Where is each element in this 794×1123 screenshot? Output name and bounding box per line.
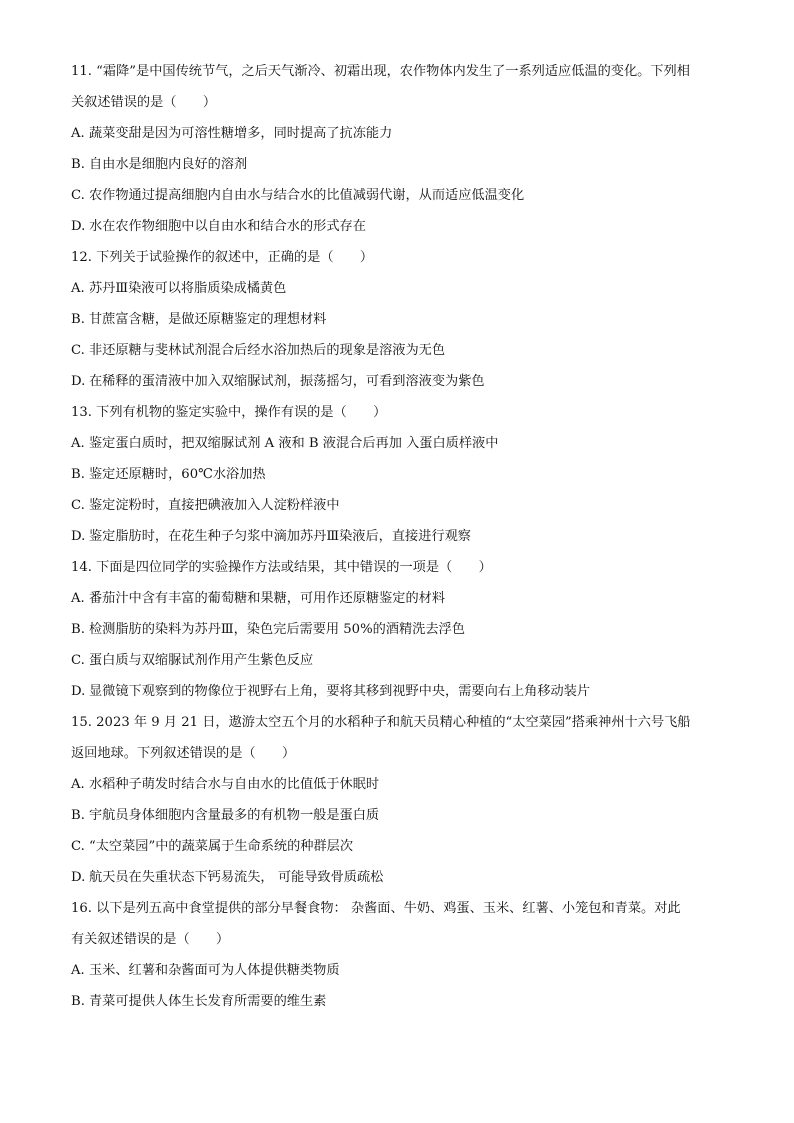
question-stem-line: 返回地球。下列叙述错误的是（ ）	[71, 746, 296, 761]
option-letter: D.	[71, 219, 86, 234]
question-stem	[71, 558, 731, 578]
question-stem-line: 16. 以下是列五高中食堂提供的部分早餐食物： 杂酱面、牛奶、鸡蛋、玉米、红薯、小笼包和青菜。对此	[71, 901, 681, 916]
option-text: 宇航员身体细胞内含量最多的有机物一般是蛋白质	[89, 808, 380, 823]
option-d	[71, 682, 731, 702]
question-stem	[71, 899, 731, 950]
option-letter: A.	[71, 126, 85, 141]
option-b	[71, 155, 731, 175]
option-text: 农作物通过提高细胞内自由水与结合水的比值减弱代谢，从而适应低温变化	[89, 188, 525, 203]
option-text: 鉴定还原糖时，60℃水浴加热	[89, 467, 266, 482]
option-letter: C.	[71, 839, 85, 854]
question-stem	[71, 62, 731, 113]
option-letter: B.	[71, 622, 85, 637]
option-text: 航天员在失重状态下钙易流失， 可能导致骨质疏松	[89, 870, 384, 885]
option-a	[71, 589, 731, 609]
option-c	[71, 341, 731, 361]
option-c	[71, 837, 731, 857]
option-b	[71, 620, 731, 640]
option-letter: A.	[71, 591, 85, 606]
option-b	[71, 465, 731, 485]
question-16	[71, 899, 731, 1012]
option-letter: C.	[71, 343, 85, 358]
option-b	[71, 992, 731, 1012]
option-text: 青菜可提供人体生长发育所需要的维生素	[89, 994, 327, 1009]
option-letter: D.	[71, 684, 86, 699]
option-a	[71, 279, 731, 299]
option-b	[71, 806, 731, 826]
option-text: 蛋白质与双缩脲试剂作用产生紫色反应	[89, 653, 314, 668]
question-stem-line: 12. 下列关于试验操作的叙述中，正确的是（ ）	[71, 250, 374, 265]
option-d	[71, 868, 731, 888]
option-text: 蔬菜变甜是因为可溶性糖增多，同时提高了抗冻能力	[89, 126, 393, 141]
question-stem-line: 13. 下列有机物的鉴定实验中，操作有误的是（ ）	[71, 405, 387, 420]
option-a	[71, 961, 731, 981]
option-text: 鉴定脂肪时，在花生种子匀浆中滴加苏丹Ⅲ染液后，直接进行观察	[89, 529, 471, 544]
option-text: 苏丹Ⅲ染液可以将脂质染成橘黄色	[89, 281, 287, 296]
option-text: 自由水是细胞内良好的溶剂	[89, 157, 248, 172]
option-text: 在稀释的蛋清液中加入双缩脲试剂，振荡摇匀，可看到溶液变为紫色	[89, 374, 485, 389]
option-text: “太空菜园”中的蔬菜属于生命系统的种群层次	[89, 839, 354, 854]
option-letter: A.	[71, 777, 85, 792]
question-13	[71, 403, 731, 547]
option-text: 甘蔗富含糖，是做还原糖鉴定的理想材料	[89, 312, 327, 327]
option-d	[71, 527, 731, 547]
option-text: 水稻种子萌发时结合水与自由水的比值低于休眠时	[89, 777, 380, 792]
question-stem-line: 15. 2023 年 9 月 21 日，遨游太空五个月的水稻种子和航天员精心种植的“太空菜园”搭乘神州十六号飞船	[71, 715, 691, 730]
option-letter: C.	[71, 188, 85, 203]
question-stem-line: 11. “霜降”是中国传统节气，之后天气渐冷、初霜出现，农作物体内发生了一系列适应低温的变化。下列相	[71, 64, 690, 79]
question-11	[71, 62, 731, 237]
option-d	[71, 372, 731, 392]
option-letter: B.	[71, 808, 85, 823]
option-letter: D.	[71, 870, 86, 885]
option-a	[71, 124, 731, 144]
option-b	[71, 310, 731, 330]
question-stem-line: 关叙述错误的是（ ）	[71, 95, 217, 110]
option-text: 鉴定淀粉时，直接把碘液加入人淀粉样液中	[89, 498, 340, 513]
option-text: 番茄汁中含有丰富的葡萄糖和果糖，可用作还原糖鉴定的材料	[89, 591, 446, 606]
question-page	[71, 62, 731, 1023]
option-text: 玉米、红薯和杂酱面可为人体提供糖类物质	[89, 963, 340, 978]
option-letter: B.	[71, 157, 85, 172]
option-a	[71, 775, 731, 795]
option-c	[71, 496, 731, 516]
question-14	[71, 558, 731, 702]
option-d	[71, 217, 731, 237]
option-text: 非还原糖与斐林试剂混合后经水浴加热后的现象是溶液为无色	[89, 343, 446, 358]
question-12	[71, 248, 731, 392]
option-c	[71, 186, 731, 206]
question-15	[71, 713, 731, 888]
option-letter: D.	[71, 529, 86, 544]
option-c	[71, 651, 731, 671]
option-text: 鉴定蛋白质时，把双缩脲试剂 A 液和 B 液混合后再加 入蛋白质样液中	[89, 436, 499, 451]
option-letter: B.	[71, 312, 85, 327]
option-letter: B.	[71, 994, 85, 1009]
option-letter: D.	[71, 374, 86, 389]
option-text: 水在农作物细胞中以自由水和结合水的形式存在	[89, 219, 366, 234]
question-stem-line: 有关叙述错误的是（ ）	[71, 932, 230, 947]
option-letter: A.	[71, 281, 85, 296]
option-text: 显微镜下观察到的物像位于视野右上角，要将其移到视野中央，需要向右上角移动装片	[89, 684, 591, 699]
option-letter: C.	[71, 498, 85, 513]
question-stem	[71, 248, 731, 268]
option-letter: C.	[71, 653, 85, 668]
option-letter: A.	[71, 963, 85, 978]
question-stem	[71, 713, 731, 764]
option-text: 检测脂肪的染料为苏丹Ⅲ，染色完后需要用 50%的酒精洗去浮色	[89, 622, 465, 637]
option-a	[71, 434, 731, 454]
question-stem-line: 14. 下面是四位同学的实验操作方法或结果，其中错误的一项是（ ）	[71, 560, 492, 575]
question-stem	[71, 403, 731, 423]
option-letter: B.	[71, 467, 85, 482]
option-letter: A.	[71, 436, 85, 451]
